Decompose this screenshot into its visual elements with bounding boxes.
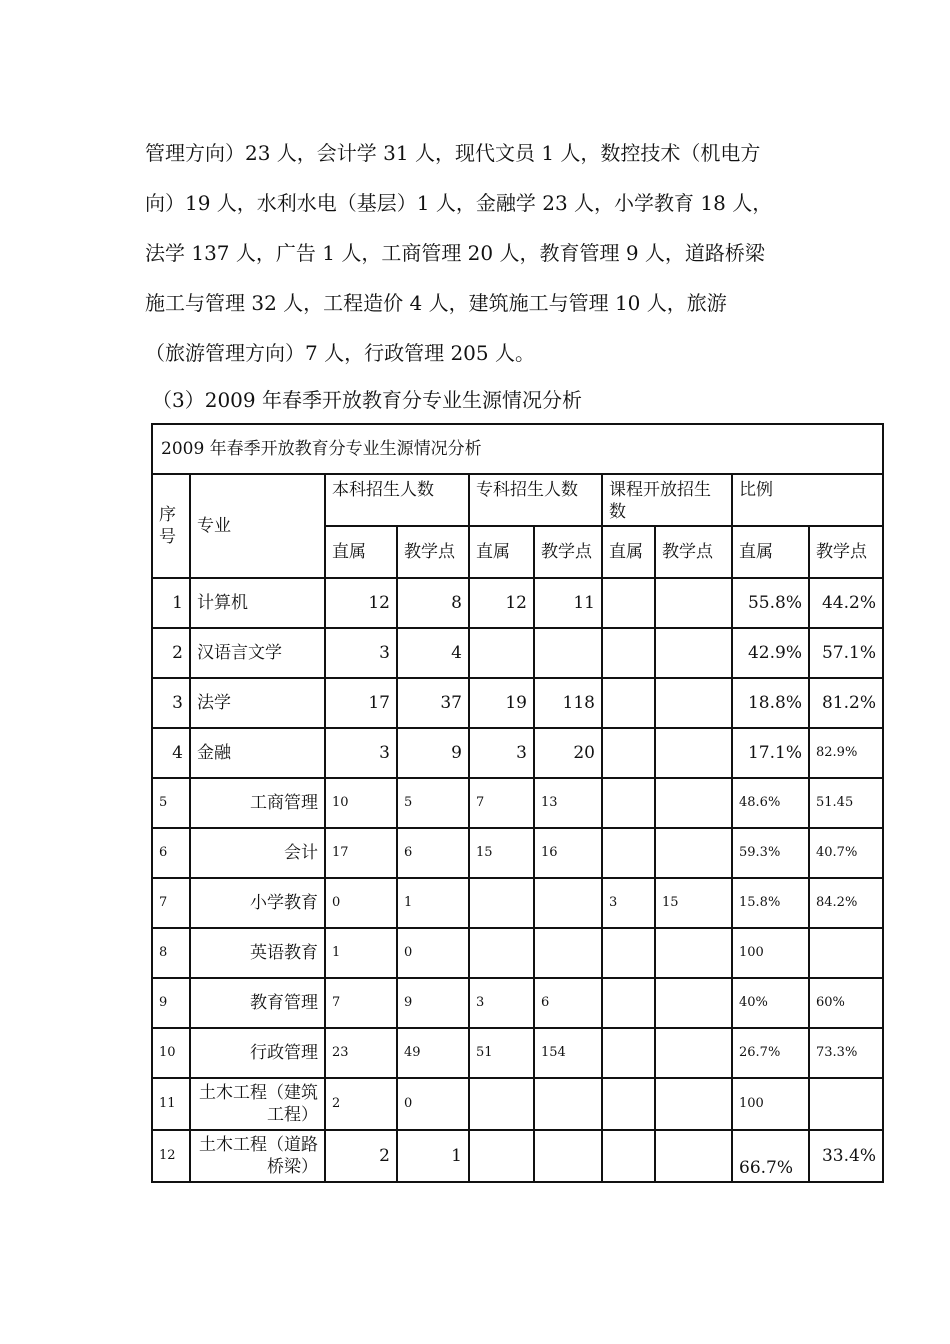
table-row — [152, 578, 883, 628]
header-undergrad: 本科招生人数 — [325, 474, 469, 526]
subheader-site: 教学点 — [655, 526, 732, 578]
subheader-site: 教学点 — [534, 526, 602, 578]
cell-college-direct — [469, 1078, 534, 1130]
cell-course-direct — [602, 678, 655, 728]
cell-course-direct — [602, 978, 655, 1028]
cell-undergrad-site: 6 — [397, 828, 469, 878]
cell-course-site — [655, 578, 732, 628]
cell-college-direct: 19 — [469, 678, 534, 728]
subheader-direct: 直属 — [732, 526, 809, 578]
cell-ratio-direct: 18.8% — [732, 678, 809, 728]
paragraph-line: 管理方向）23 人，会计学 31 人，现代文员 1 人，数控技术（机电方 — [145, 141, 761, 165]
cell-course-direct — [602, 928, 655, 978]
table-row — [152, 778, 883, 828]
cell-major: 工商管理 — [190, 778, 325, 828]
table-row — [152, 828, 883, 878]
cell-ratio-site: 57.1% — [809, 628, 883, 678]
cell-undergrad-direct: 10 — [325, 778, 397, 828]
cell-course-site — [655, 978, 732, 1028]
cell-ratio-direct: 100 — [732, 1078, 809, 1130]
cell-undergrad-site: 1 — [397, 878, 469, 928]
cell-course-site — [655, 628, 732, 678]
cell-college-direct — [469, 1130, 534, 1182]
cell-seq: 3 — [152, 678, 190, 728]
subheader-site: 教学点 — [397, 526, 469, 578]
section-heading: （3）2009 年春季开放教育分专业生源情况分析 — [152, 388, 582, 412]
cell-seq: 6 — [152, 828, 190, 878]
cell-seq: 5 — [152, 778, 190, 828]
cell-college-direct: 7 — [469, 778, 534, 828]
cell-seq: 2 — [152, 628, 190, 678]
cell-seq: 8 — [152, 928, 190, 978]
cell-course-site — [655, 1028, 732, 1078]
cell-college-site: 16 — [534, 828, 602, 878]
cell-major: 土木工程（道路桥梁） — [190, 1130, 325, 1182]
cell-college-site — [534, 878, 602, 928]
table-row — [152, 628, 883, 678]
cell-seq: 9 — [152, 978, 190, 1028]
cell-major: 教育管理 — [190, 978, 325, 1028]
cell-college-site: 6 — [534, 978, 602, 1028]
paragraph-line: 施工与管理 32 人，工程造价 4 人，建筑施工与管理 10 人，旅游 — [145, 291, 727, 315]
cell-major: 计算机 — [190, 578, 325, 628]
cell-ratio-direct: 55.8% — [732, 578, 809, 628]
cell-seq: 1 — [152, 578, 190, 628]
cell-undergrad-direct: 2 — [325, 1078, 397, 1130]
cell-college-direct: 51 — [469, 1028, 534, 1078]
cell-major: 小学教育 — [190, 878, 325, 928]
cell-ratio-direct: 100 — [732, 928, 809, 978]
cell-college-site — [534, 1078, 602, 1130]
cell-ratio-site: 44.2% — [809, 578, 883, 628]
cell-college-direct — [469, 928, 534, 978]
cell-undergrad-direct: 23 — [325, 1028, 397, 1078]
cell-major: 金融 — [190, 728, 325, 778]
cell-course-site — [655, 728, 732, 778]
cell-course-site: 15 — [655, 878, 732, 928]
cell-ratio-direct: 26.7% — [732, 1028, 809, 1078]
cell-college-direct — [469, 878, 534, 928]
cell-ratio-site — [809, 1078, 883, 1130]
cell-undergrad-site: 9 — [397, 978, 469, 1028]
cell-course-site — [655, 778, 732, 828]
cell-undergrad-site: 0 — [397, 1078, 469, 1130]
cell-undergrad-direct: 3 — [325, 728, 397, 778]
cell-ratio-direct: 48.6% — [732, 778, 809, 828]
cell-college-site — [534, 1130, 602, 1182]
table-row — [152, 978, 883, 1028]
cell-college-direct: 15 — [469, 828, 534, 878]
cell-course-site — [655, 1078, 732, 1130]
cell-undergrad-direct: 1 — [325, 928, 397, 978]
table-row — [152, 1028, 883, 1078]
cell-undergrad-site: 49 — [397, 1028, 469, 1078]
cell-undergrad-site: 0 — [397, 928, 469, 978]
enrollment-table — [151, 423, 884, 1183]
cell-undergrad-site: 37 — [397, 678, 469, 728]
cell-college-direct: 12 — [469, 578, 534, 628]
cell-college-direct: 3 — [469, 728, 534, 778]
cell-course-direct — [602, 1078, 655, 1130]
cell-undergrad-site: 9 — [397, 728, 469, 778]
cell-college-direct: 3 — [469, 978, 534, 1028]
subheader-site: 教学点 — [809, 526, 883, 578]
cell-ratio-direct: 17.1% — [732, 728, 809, 778]
paragraph-line: 法学 137 人，广告 1 人，工商管理 20 人，教育管理 9 人，道路桥梁 — [145, 241, 765, 265]
cell-seq: 7 — [152, 878, 190, 928]
cell-ratio-site: 60% — [809, 978, 883, 1028]
cell-major: 法学 — [190, 678, 325, 728]
cell-major: 英语教育 — [190, 928, 325, 978]
cell-undergrad-site: 4 — [397, 628, 469, 678]
header-college: 专科招生人数 — [469, 474, 602, 526]
cell-course-direct — [602, 628, 655, 678]
cell-ratio-site: 51.45 — [809, 778, 883, 828]
body-paragraph — [145, 128, 835, 378]
cell-college-site — [534, 628, 602, 678]
cell-ratio-direct: 40% — [732, 978, 809, 1028]
cell-ratio-direct: 15.8% — [732, 878, 809, 928]
cell-college-site: 11 — [534, 578, 602, 628]
cell-major: 会计 — [190, 828, 325, 878]
cell-major: 行政管理 — [190, 1028, 325, 1078]
cell-ratio-site: 82.9% — [809, 728, 883, 778]
cell-college-site: 154 — [534, 1028, 602, 1078]
table-row — [152, 1078, 883, 1130]
cell-undergrad-direct: 12 — [325, 578, 397, 628]
cell-course-site — [655, 678, 732, 728]
cell-college-direct — [469, 628, 534, 678]
cell-seq: 10 — [152, 1028, 190, 1078]
cell-college-site: 118 — [534, 678, 602, 728]
cell-ratio-direct: 59.3% — [732, 828, 809, 878]
paragraph-line: （旅游管理方向）7 人，行政管理 205 人。 — [145, 341, 535, 365]
cell-course-direct: 3 — [602, 878, 655, 928]
header-major: 专业 — [190, 474, 325, 578]
table-row — [152, 728, 883, 778]
cell-seq: 4 — [152, 728, 190, 778]
table-caption: 2009 年春季开放教育分专业生源情况分析 — [152, 424, 883, 474]
cell-course-direct — [602, 1130, 655, 1182]
cell-course-direct — [602, 778, 655, 828]
cell-ratio-site: 40.7% — [809, 828, 883, 878]
cell-major: 土木工程（建筑工程） — [190, 1078, 325, 1130]
cell-ratio-site: 73.3% — [809, 1028, 883, 1078]
cell-ratio-site: 84.2% — [809, 878, 883, 928]
table-row — [152, 1130, 883, 1182]
table-row — [152, 928, 883, 978]
table-row — [152, 878, 883, 928]
cell-undergrad-direct: 0 — [325, 878, 397, 928]
cell-ratio-site: 81.2% — [809, 678, 883, 728]
header-course-open: 课程开放招生数 — [602, 474, 732, 526]
header-seq: 序号 — [152, 474, 190, 578]
cell-course-direct — [602, 1028, 655, 1078]
cell-college-site: 20 — [534, 728, 602, 778]
cell-course-direct — [602, 828, 655, 878]
cell-undergrad-direct: 3 — [325, 628, 397, 678]
cell-college-site — [534, 928, 602, 978]
cell-course-direct — [602, 728, 655, 778]
cell-major: 汉语言文学 — [190, 628, 325, 678]
header-ratio: 比例 — [732, 474, 883, 526]
cell-ratio-site: 33.4% — [809, 1130, 883, 1182]
subheader-direct: 直属 — [602, 526, 655, 578]
cell-undergrad-site: 8 — [397, 578, 469, 628]
cell-course-site — [655, 1130, 732, 1182]
cell-undergrad-direct: 17 — [325, 828, 397, 878]
cell-ratio-site — [809, 928, 883, 978]
cell-undergrad-site: 5 — [397, 778, 469, 828]
cell-seq: 11 — [152, 1078, 190, 1130]
cell-undergrad-site: 1 — [397, 1130, 469, 1182]
cell-undergrad-direct: 17 — [325, 678, 397, 728]
table-row — [152, 678, 883, 728]
cell-ratio-direct: 42.9% — [732, 628, 809, 678]
cell-undergrad-direct: 2 — [325, 1130, 397, 1182]
subheader-direct: 直属 — [325, 526, 397, 578]
cell-seq: 12 — [152, 1130, 190, 1182]
cell-undergrad-direct: 7 — [325, 978, 397, 1028]
cell-ratio-direct: 66.7% — [732, 1130, 809, 1182]
cell-course-site — [655, 828, 732, 878]
paragraph-line: 向）19 人，水利水电（基层）1 人，金融学 23 人，小学教育 18 人， — [145, 191, 773, 215]
cell-course-site — [655, 928, 732, 978]
cell-course-direct — [602, 578, 655, 628]
subheader-direct: 直属 — [469, 526, 534, 578]
cell-college-site: 13 — [534, 778, 602, 828]
